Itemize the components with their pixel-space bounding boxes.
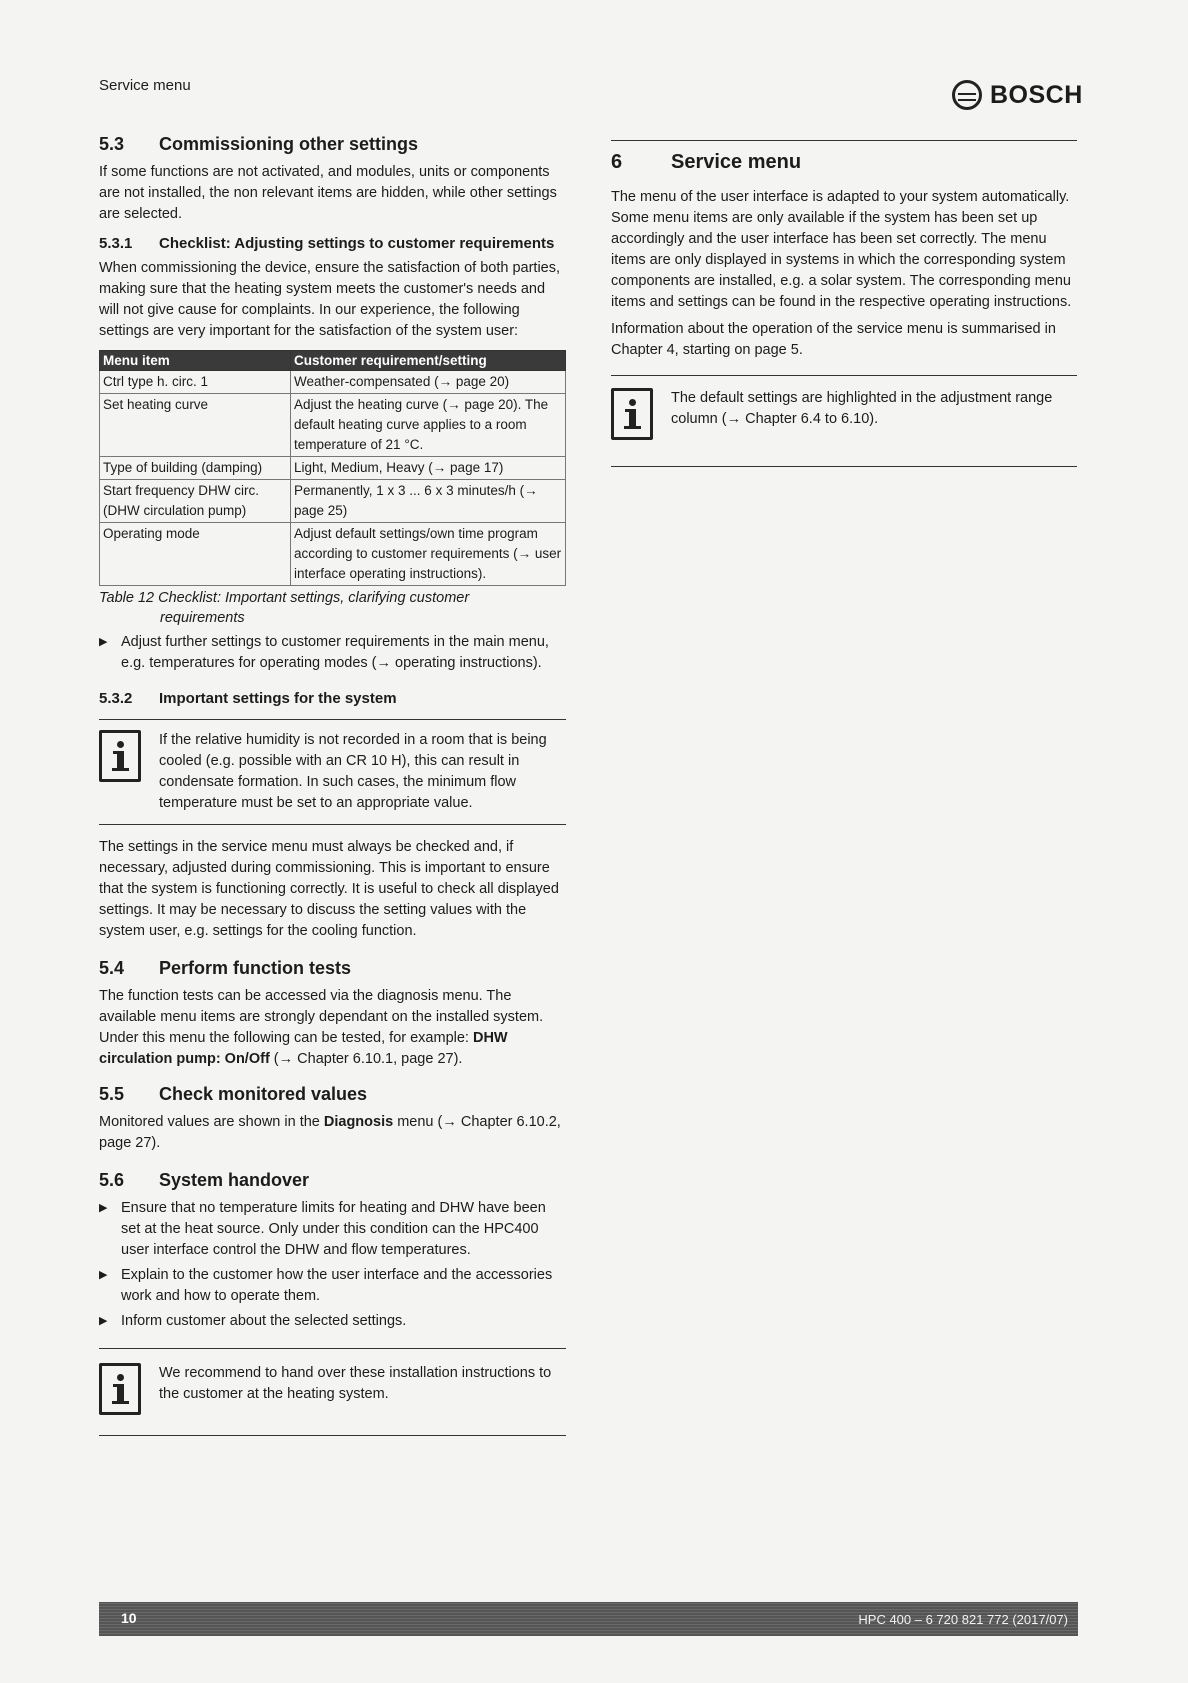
table-row: Set heating curve Adjust the heating curve (→ page 20). The default heating curve applies to a room temperature of 21 °C. bbox=[100, 394, 566, 457]
bosch-logo bbox=[952, 80, 1083, 110]
column-header: Customer requirement/setting bbox=[291, 351, 566, 371]
table-row: Start frequency DHW circ. (DHW circulation pump) Permanently, 1 x 3 ... 6 x 3 minutes/h (→ page 25) bbox=[100, 480, 566, 523]
running-header: Service menu bbox=[99, 77, 191, 94]
table-row: Operating mode Adjust default settings/own time program according to customer requirements (→ user interface operating instructions). bbox=[100, 523, 566, 586]
page-number: 10 bbox=[121, 1610, 137, 1626]
table-header-row bbox=[100, 351, 566, 371]
paragraph: Monitored values are shown in the Diagnosis menu (→ Chapter 6.10.2, page 27). bbox=[99, 1114, 561, 1151]
list-item: ▶ Inform customer about the selected settings. bbox=[99, 1311, 566, 1332]
table-row: Ctrl type h. circ. 1 Weather-compensated (→ page 20) bbox=[100, 371, 566, 394]
bullet-triangle-icon: ▶ bbox=[99, 636, 108, 648]
paragraph: The function tests can be accessed via the diagnosis menu. The available menu items are strongly dependant on the installed system. Under this menu the following can be tested, for example: DHW circulation pump: On/Off (→ Chapter 6.10.1, page 27). bbox=[99, 988, 544, 1067]
right-column bbox=[611, 140, 1077, 477]
info-icon bbox=[99, 1363, 141, 1415]
table-row: Type of building (damping) Light, Medium, Heavy (→ page 17) bbox=[100, 457, 566, 480]
list-item: ▶ Explain to the customer how the user interface and the accessories work and how to operate them. bbox=[99, 1265, 566, 1307]
info-icon bbox=[611, 388, 653, 440]
heading-5-3: 5.3 Commissioning other settings bbox=[99, 134, 419, 154]
info-note: If the relative humidity is not recorded in a room that is being cooled (e.g. possible with an CR 10 H), this can result in condensate formation. In such cases, the minimum flow temperature must be set to an appropriate value. bbox=[99, 719, 566, 825]
heading-6: 6 Service menu bbox=[611, 151, 802, 173]
column-header: Menu item bbox=[100, 351, 291, 371]
paragraph: Information about the operation of the service menu is summarised in Chapter 4, starting on page 5. bbox=[611, 321, 1056, 358]
heading-5-4: 5.4 Perform function tests bbox=[99, 958, 352, 978]
heading-5-5: 5.5 Check monitored values bbox=[99, 1084, 368, 1104]
brand-name: BOSCH bbox=[990, 80, 1083, 109]
bullet-triangle-icon: ▶ bbox=[99, 1315, 108, 1327]
left-column bbox=[99, 132, 566, 1446]
paragraph: The settings in the service menu must always be checked and, if necessary, adjusted during commissioning. This is important to ensure that the system is functioning correctly. It is useful to check all displayed settings. It may be necessary to discuss the setting values with the system user, e.g. settings for the cooling function. bbox=[99, 839, 559, 939]
info-note: The default settings are highlighted in the adjustment range column (→ Chapter 6.4 to 6.10). bbox=[611, 375, 1077, 467]
list-item: ▶ Adjust further settings to customer requirements in the main menu, e.g. temperatures for operating modes (→ operating instructions). bbox=[99, 632, 566, 674]
heading-5-3-1: 5.3.1 Checklist: Adjusting settings to customer requirements bbox=[99, 235, 555, 252]
document-id: HPC 400 – 6 720 821 772 (2017/07) bbox=[858, 1612, 1068, 1627]
bullet-triangle-icon: ▶ bbox=[99, 1269, 108, 1281]
checklist-table bbox=[99, 350, 566, 586]
list-item: ▶ Ensure that no temperature limits for heating and DHW have been set at the heat source. Only under this condition can the HPC400 user interface control the DHW and flow temperatures. bbox=[99, 1198, 566, 1261]
heading-5-3-2: 5.3.2 Important settings for the system bbox=[99, 690, 397, 707]
bosch-armature-icon bbox=[952, 80, 982, 110]
table-caption: Table 12 Checklist: Important settings, clarifying customer requirements bbox=[99, 590, 470, 626]
info-note: We recommend to hand over these installation instructions to the customer at the heating system. bbox=[99, 1348, 566, 1436]
paragraph: If some functions are not activated, and modules, units or components are not installed, the non relevant items are hidden, while other settings are selected. bbox=[99, 164, 557, 222]
heading-5-6: 5.6 System handover bbox=[99, 1170, 310, 1190]
page-footer bbox=[99, 1602, 1078, 1636]
paragraph: The menu of the user interface is adapted to your system automatically. Some menu items are only available if the system has been set up accordingly and the user interface has been set correctly. The menu items are only displayed in systems in which the corresponding system components are installed, e.g. a solar system. The corresponding menu items and settings can be found in the respective operating instructions. bbox=[611, 189, 1072, 310]
bullet-triangle-icon: ▶ bbox=[99, 1202, 108, 1214]
info-icon bbox=[99, 730, 141, 782]
paragraph: When commissioning the device, ensure the satisfaction of both parties, making sure that the heating system meets the customer's needs and will not give cause for complaints. In our experience, the following settings are very important for the satisfaction of the system user: bbox=[99, 260, 561, 339]
